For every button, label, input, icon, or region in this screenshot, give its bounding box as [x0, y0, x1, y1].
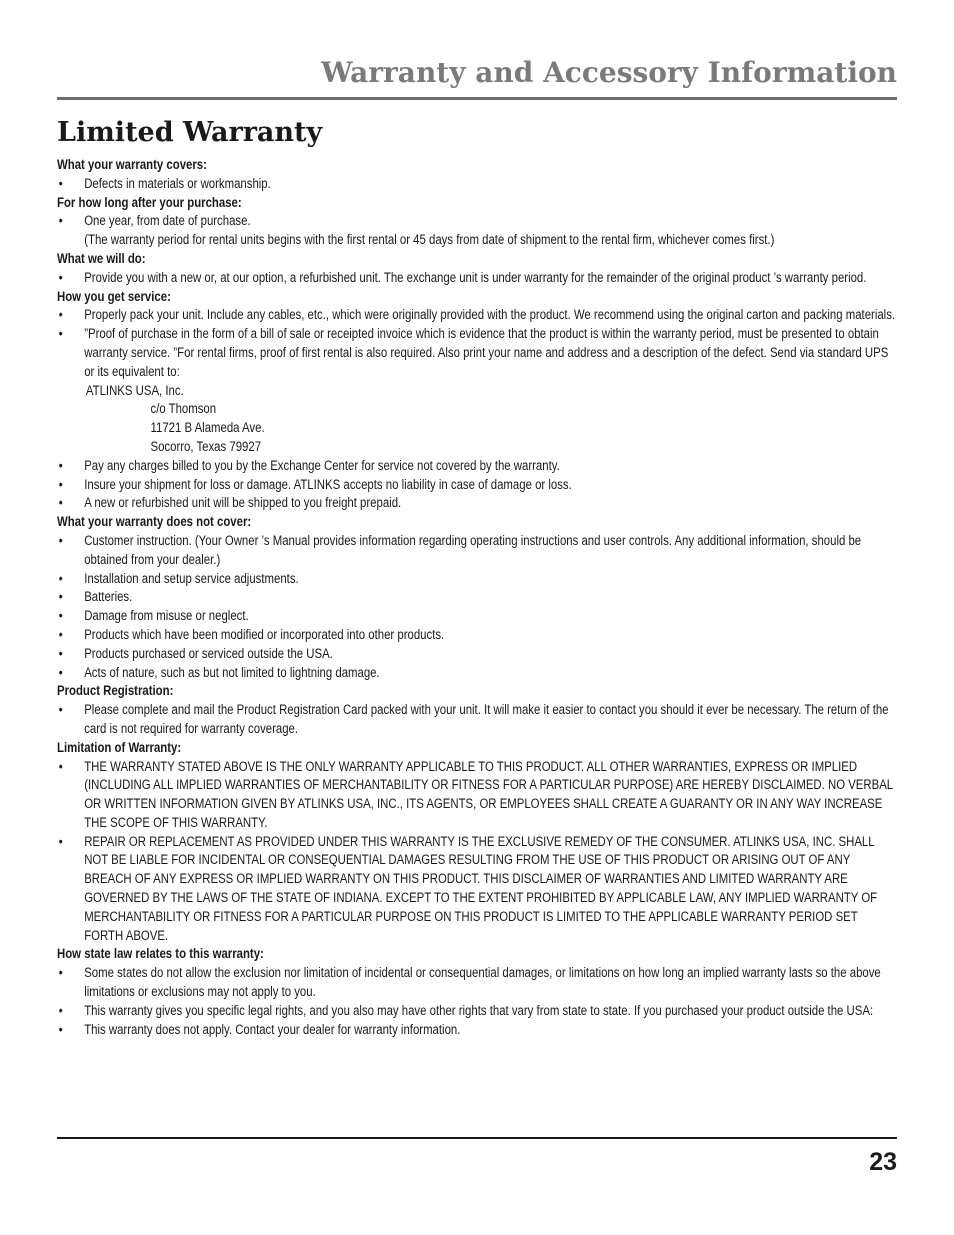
- footer-rule: [57, 1137, 897, 1139]
- bullet-icon: •: [58, 213, 63, 229]
- list-item-text: This warranty does not apply. Contact your dealer for warranty information.: [84, 1021, 461, 1037]
- bullet-icon: •: [58, 175, 63, 191]
- page-title: Limited Warranty: [57, 117, 323, 148]
- section-heading: What your warranty covers:: [57, 157, 207, 172]
- bullet-icon: •: [58, 702, 63, 718]
- list-item: [57, 664, 897, 683]
- list-item: [57, 1021, 897, 1040]
- list-item: [57, 833, 897, 946]
- list-item-text: Insure your shipment for loss or damage. ATLINKS accepts no liability in case of damage or loss.: [84, 476, 572, 492]
- warranty-content: [57, 156, 897, 1039]
- section-heading: Product Registration:: [57, 683, 174, 699]
- list-item-text: Pay any charges billed to you by the Exchange Center for service not covered by the warranty.: [84, 457, 560, 473]
- list-item: [57, 645, 897, 664]
- address-line: c/o Thomson: [150, 401, 217, 417]
- section-heading: How state law relates to this warranty:: [57, 946, 264, 962]
- bullet-icon: •: [58, 307, 63, 323]
- bullet-icon: •: [58, 532, 63, 548]
- list-item: [57, 588, 897, 607]
- bullet-icon: •: [58, 495, 63, 511]
- bullet-icon: •: [58, 570, 63, 586]
- list-item: [57, 607, 897, 626]
- bullet-icon: •: [58, 645, 63, 661]
- bullet-icon: •: [58, 1002, 63, 1018]
- address-company: ATLINKS USA, Inc.: [85, 382, 184, 398]
- list-item-text: Some states do not allow the exclusion nor limitation of incidental or consequential damages, or limitations on how long an implied warranty lasts so the above limitations or exclusions may not apply to you.: [84, 965, 881, 1000]
- bullet-icon: •: [58, 626, 63, 642]
- bullet-icon: •: [58, 457, 63, 473]
- list-item-text: Properly pack your unit. Include any cables, etc., which were originally provided with the product. We recommend using the original carton and packing materials.: [84, 307, 896, 323]
- section-heading: What we will do:: [57, 250, 146, 266]
- list-item-text: Acts of nature, such as but not limited to lightning damage.: [84, 664, 380, 680]
- section-heading: Limitation of Warranty:: [57, 739, 182, 755]
- list-item: [57, 306, 897, 325]
- list-item: [57, 175, 897, 194]
- list-item-text: REPAIR OR REPLACEMENT AS PROVIDED UNDER THIS WARRANTY IS THE EXCLUSIVE REMEDY OF THE CONSUMER. ATLINKS USA, INC. SHALL NOT BE LIABLE FOR INCIDENTAL OR CONSEQUENTIAL DAMAGES RESULTING FROM THE USE OF THIS PRODUCT OR ARISING OUT OF ANY BREACH OF ANY EXPRESS OR IMPLIED WARRANTY ON THIS PRODUCT. THIS DISCLAIMER OF WARRANTIES AND LIMITED WARRANTY ARE GOVERNED BY THE LAWS OF THE STATE OF INDIANA. EXCEPT TO THE EXTENT PROHIBITED BY APPLICABLE LAW, ANY IMPLIED WARRANTY OF MERCHANTABILITY OR FITNESS FOR A PARTICULAR PURPOSE ON THIS PRODUCT IS LIMITED TO THE APPLICABLE WARRANTY PERIOD SET FORTH ABOVE.: [84, 833, 878, 943]
- list-item: [57, 701, 897, 739]
- list-item-text: Customer instruction. (Your Owner ’s Manual provides information regarding operating instructions and user controls. Any additional information, should be obtained from your dealer.): [84, 532, 862, 567]
- list-item-text: A new or refurbished unit will be shipped to you freight prepaid.: [84, 495, 402, 511]
- list-item-text: Products which have been modified or incorporated into other products.: [84, 626, 445, 642]
- list-item: [57, 476, 897, 495]
- list-item-text: ”Proof of purchase in the form of a bill of sale or receipted invoice which is evidence that the product is within the warranty period, must be presented to obtain warranty service. ”For rental firms, proof of first rental is also required. Also print your name and address and a description of the defect. Send via standard UPS or its equivalent to:: [84, 326, 889, 379]
- list-item-text: This warranty gives you specific legal rights, and you also may have other rights that vary from state to state. If you purchased your product outside the USA:: [84, 1002, 874, 1018]
- list-item: [57, 532, 897, 570]
- list-item-text: Batteries.: [84, 589, 133, 605]
- list-item-text: Installation and setup service adjustments.: [84, 570, 299, 586]
- list-item-text: Defects in materials or workmanship.: [84, 175, 271, 191]
- bullet-icon: •: [58, 758, 63, 774]
- list-item: [57, 570, 897, 589]
- bullet-icon: •: [58, 965, 63, 981]
- list-item-text: Damage from misuse or neglect.: [84, 608, 249, 624]
- bullet-icon: •: [58, 608, 63, 624]
- section-heading: What your warranty does not cover:: [57, 514, 252, 530]
- header-rule: [57, 97, 897, 100]
- section-heading: How you get service:: [57, 288, 171, 304]
- address-line: 11721 B Alameda Ave.: [150, 420, 265, 436]
- list-item-text: One year, from date of purchase.: [84, 213, 251, 229]
- list-item: [57, 212, 897, 231]
- section-heading: For how long after your purchase:: [57, 194, 242, 210]
- address-line: Socorro, Texas 79927: [150, 438, 262, 454]
- bullet-icon: •: [58, 1021, 63, 1037]
- list-item: [57, 626, 897, 645]
- page-number: 23: [869, 1148, 897, 1176]
- list-item-text: THE WARRANTY STATED ABOVE IS THE ONLY WARRANTY APPLICABLE TO THIS PRODUCT. ALL OTHER WARRANTIES, EXPRESS OR IMPLIED (INCLUDING ALL IMPLIED WARRANTIES OF MERCHANTABILITY OR FITNESS FOR A PARTICULAR PURPOSE) ARE HEREBY DISCLAIMED. NO VERBAL OR WRITTEN INFORMATION GIVEN BY ATLINKS USA, INC., ITS AGENTS, OR EMPLOYEES SHALL CREATE A GUARANTY OR IN ANY WAY INCREASE THE SCOPE OF THIS WARRANTY.: [84, 758, 893, 830]
- list-item: [57, 494, 897, 513]
- list-item: [57, 1002, 897, 1021]
- list-item-text: Provide you with a new or, at our option, a refurbished unit. The exchange unit is under warranty for the remainder of the original product ’s warranty period.: [84, 269, 867, 285]
- bullet-icon: •: [58, 269, 63, 285]
- bullet-icon: •: [58, 833, 63, 849]
- bullet-icon: •: [58, 476, 63, 492]
- rental-note: (The warranty period for rental units begins with the first rental or 45 days from date of shipment to the rental firm, whichever comes first.): [84, 232, 775, 248]
- list-item: [57, 325, 897, 381]
- bullet-icon: •: [58, 589, 63, 605]
- bullet-icon: •: [58, 326, 63, 342]
- list-item: [57, 457, 897, 476]
- page-header: [57, 54, 897, 100]
- bullet-icon: •: [58, 664, 63, 680]
- list-item: [57, 269, 897, 288]
- list-item: [57, 758, 897, 833]
- list-item: [57, 964, 897, 1002]
- header-title: Warranty and Accessory Information: [321, 56, 897, 89]
- list-item-text: Products purchased or serviced outside the USA.: [84, 645, 333, 661]
- list-item-text: Please complete and mail the Product Registration Card packed with your unit. It will make it easier to contact you should it ever be necessary. The return of the card is not required for warranty coverage.: [84, 702, 889, 736]
